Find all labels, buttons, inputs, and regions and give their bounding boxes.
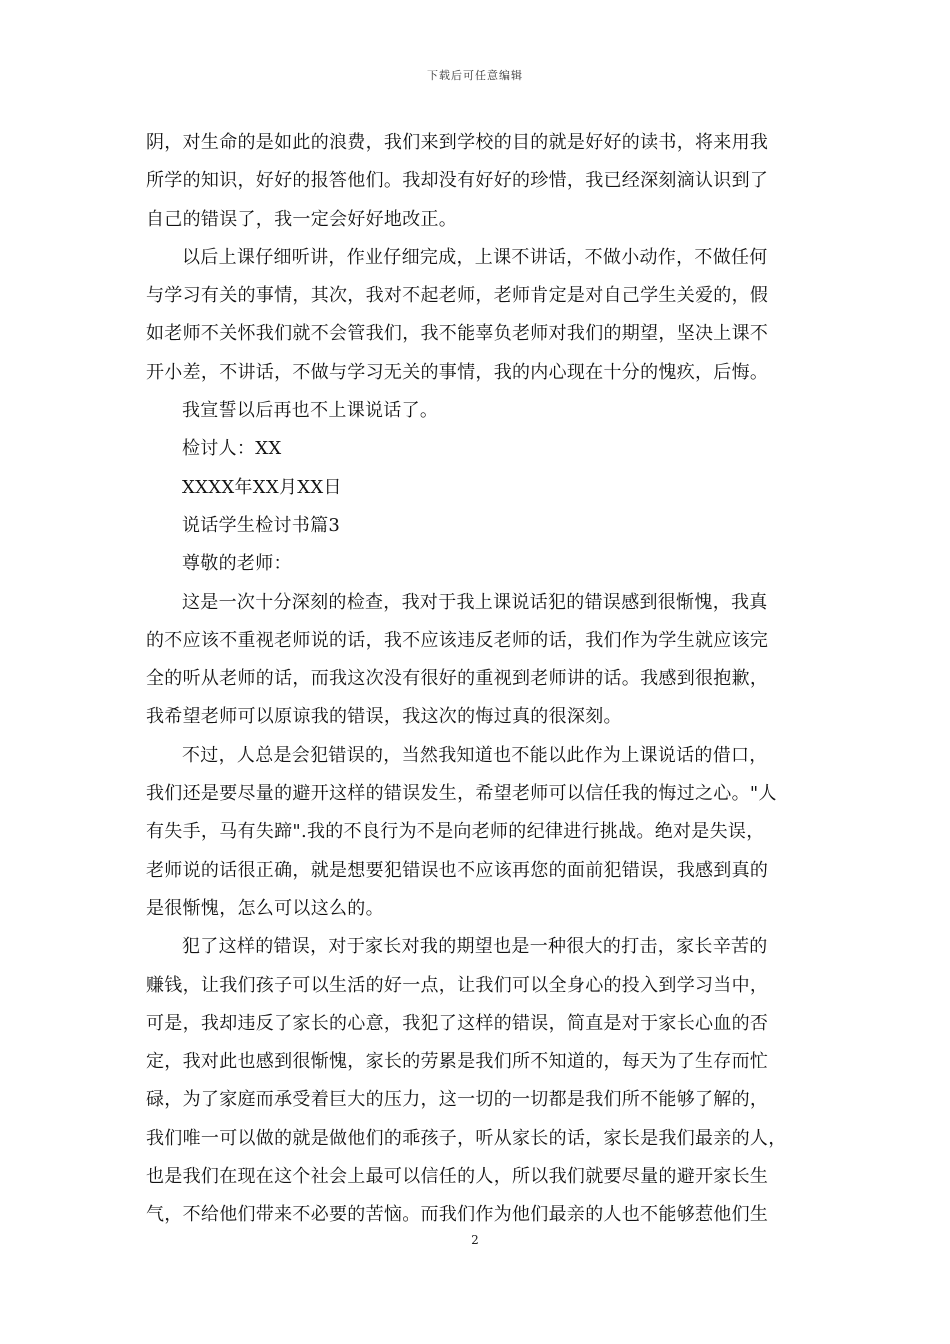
text-line: 尊敬的老师： (182, 553, 292, 575)
text-line: 是很惭愧，怎么可以这么的。 (146, 897, 384, 919)
text-line: 以后上课仔细听讲，作业仔细完成，上课不讲话，不做小动作，不做任何 (182, 246, 768, 268)
text-line: 所学的知识，好好的报答他们。我却没有好好的珍惜，我已经深刻滴认识到了 (146, 170, 769, 192)
text-line: 的不应该不重视老师说的话，我不应该违反老师的话，我们作为学生就应该完 (146, 629, 769, 651)
text-line: 如老师不关怀我们就不会管我们，我不能辜负老师对我们的期望，坚决上课不 (146, 323, 769, 345)
text-line: 与学习有关的事情，其次，我对不起老师，老师肯定是对自己学生关爱的，假 (146, 285, 769, 307)
text-line: 我们唯一可以做的就是做他们的乖孩子，听从家长的话，家长是我们最亲的人， (146, 1127, 787, 1149)
text-line: 有失手，马有失蹄".我的不良行为不是向老师的纪律进行挑战。绝对是失误， (146, 821, 765, 843)
text-line: 老师说的话很正确，就是想要犯错误也不应该再您的面前犯错误，我感到真的 (146, 859, 769, 881)
page-header: 下载后可任意编辑 (427, 69, 523, 82)
document-body (146, 124, 810, 1235)
text-line: 犯了这样的错误，对于家长对我的期望也是一种很大的打击，家长辛苦的 (182, 936, 768, 958)
text-line: 检讨人：XX (182, 438, 282, 460)
text-line: 不过，人总是会犯错误的，当然我知道也不能以此作为上课说话的借口， (182, 744, 768, 766)
text-line: 我希望老师可以原谅我的错误，我这次的悔过真的很深刻。 (146, 706, 622, 728)
text-line: 可是，我却违反了家长的心意，我犯了这样的错误，简直是对于家长心血的否 (146, 1012, 769, 1034)
text-line: 全的听从老师的话，而我这次没有很好的重视到老师讲的话。我感到很抱歉， (146, 668, 769, 690)
text-line: 碌，为了家庭而承受着巨大的压力，这一切的一切都是我们所不能够了解的， (146, 1089, 769, 1111)
text-line: XXXX年XX月XX日 (182, 476, 342, 498)
text-line: 赚钱，让我们孩子可以生活的好一点，让我们可以全身心的投入到学习当中， (146, 974, 769, 996)
text-line: 开小差，不讲话，不做与学习无关的事情，我的内心现在十分的愧疚，后悔。 (146, 361, 769, 383)
text-line: 阴，对生命的是如此的浪费，我们来到学校的目的就是好好的读书，将来用我 (146, 132, 769, 153)
text-line: 我宣誓以后再也不上课说话了。 (182, 400, 439, 422)
text-line: 这是一次十分深刻的检查，我对于我上课说话犯的错误感到很惭愧，我真 (182, 591, 768, 613)
text-line: 气，不给他们带来不必要的苦恼。而我们作为他们最亲的人也不能够惹他们生 (146, 1204, 769, 1226)
page-number: 2 (471, 1233, 479, 1247)
text-line: 自己的错误了，我一定会好好地改正。 (146, 208, 458, 230)
text-line: 说话学生检讨书篇3 (182, 514, 341, 536)
text-line: 也是我们在现在这个社会上最可以信任的人，所以我们就要尽量的避开家长生 (146, 1166, 769, 1188)
text-line: 定，我对此也感到很惭愧，家长的劳累是我们所不知道的，每天为了生存而忙 (146, 1051, 769, 1073)
text-line: 我们还是要尽量的避开这样的错误发生，希望老师可以信任我的悔过之心。"人 (146, 783, 777, 805)
